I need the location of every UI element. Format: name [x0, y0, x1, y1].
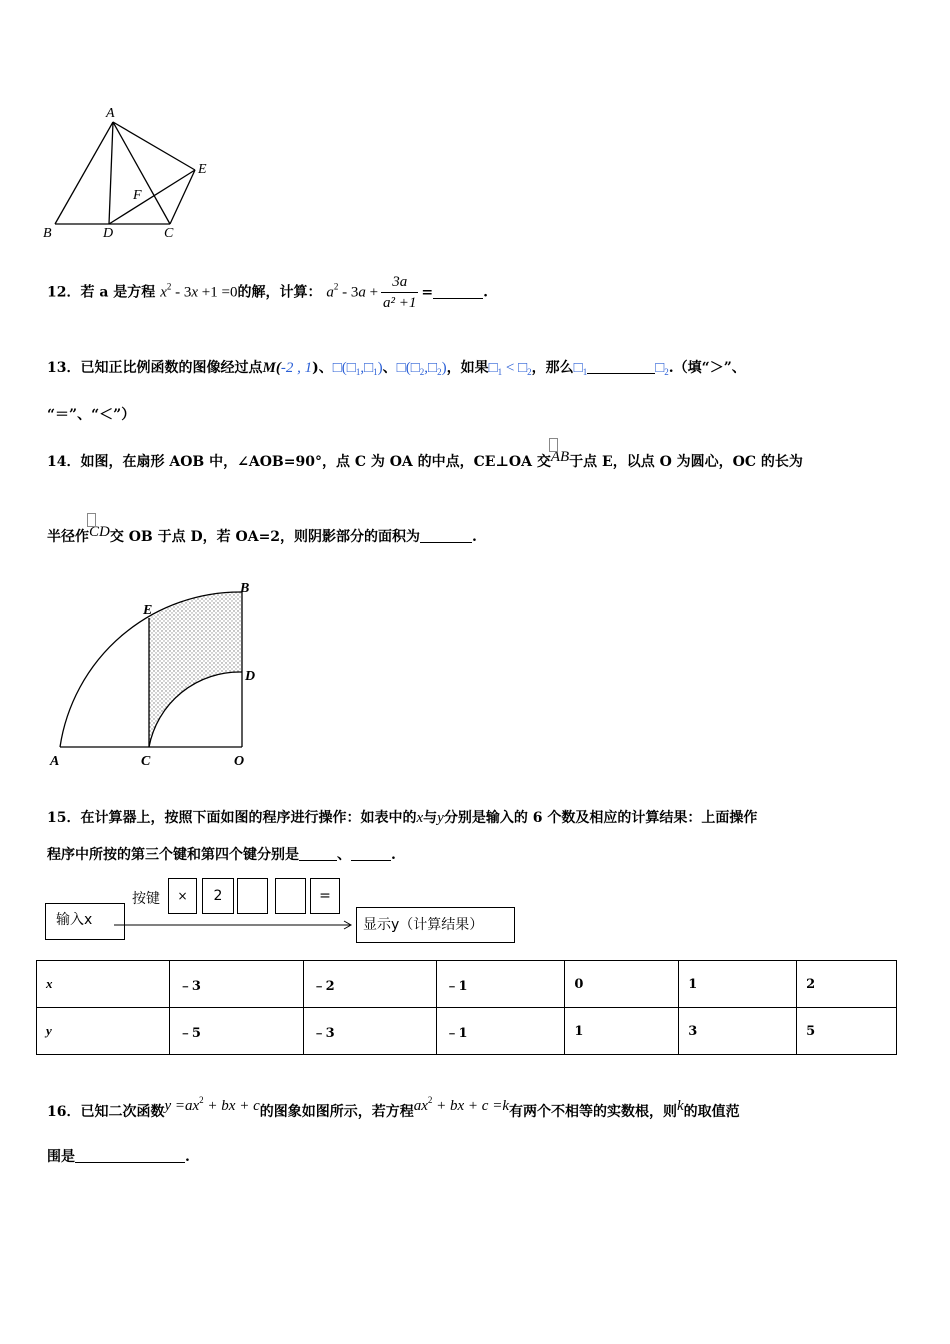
- expr-var: a: [358, 284, 366, 301]
- data-table: [36, 960, 897, 1055]
- label-a: A: [106, 106, 115, 121]
- equation-expr: ax: [413, 1098, 428, 1114]
- answer-blank[interactable]: [587, 359, 655, 374]
- table-cell: 5: [797, 1008, 897, 1055]
- q12-end: .: [483, 284, 489, 301]
- q15-end: .: [391, 847, 396, 863]
- subscript: 2: [664, 367, 669, 377]
- subscript: 1: [497, 367, 503, 377]
- point-b-part: ,□: [424, 360, 438, 376]
- segment-ac: [113, 122, 170, 224]
- output-box: 显示y（计算结果）: [356, 907, 515, 943]
- subscript: 1: [582, 367, 588, 377]
- fraction-denominator: a² +1: [383, 295, 417, 311]
- eq-part: - 3: [171, 284, 192, 301]
- segment-ad: [109, 122, 113, 224]
- key-box-2: 2: [202, 878, 234, 914]
- separator: )、: [312, 360, 333, 376]
- table-cell: ﹣2: [303, 961, 436, 1008]
- table-row: [37, 1008, 897, 1055]
- label-d: D: [245, 669, 256, 684]
- sector-figure: [45, 578, 265, 773]
- condition-part: □: [488, 360, 498, 376]
- label-c: C: [164, 226, 174, 241]
- question-15-line2: [47, 845, 396, 865]
- equation-expr: + bx + c =k: [432, 1098, 509, 1114]
- key-box-1: ×: [168, 878, 197, 914]
- table-cell: 1: [679, 961, 797, 1008]
- table-cell: 2: [797, 961, 897, 1008]
- function-expr: + bx + c: [203, 1098, 260, 1114]
- label-d: D: [103, 226, 114, 241]
- flow-arrow: [114, 918, 356, 932]
- q15-text: 与: [423, 810, 438, 826]
- question-number: 15．: [47, 810, 81, 826]
- point-a-part: ,□: [360, 360, 374, 376]
- key-box-4: [275, 878, 306, 914]
- q15-text: 程序中所按的第三个键和第四个键分别是: [47, 847, 299, 863]
- q12-mid: 的解，计算：: [237, 284, 322, 301]
- point-b: [397, 360, 447, 376]
- q13-mid: ，如果: [446, 360, 489, 376]
- q12-equals: =: [421, 284, 434, 301]
- q14-text: 如图，在扇形 AOB 中，∠AOB=90°，点 C 为 OA 的中点，CE⊥OA 交: [80, 454, 551, 470]
- key-box-3: [237, 878, 268, 914]
- label-a: A: [50, 754, 60, 769]
- shaded-region: [149, 592, 242, 747]
- segment-ae: [113, 122, 195, 170]
- answer-blank-1[interactable]: [299, 846, 337, 861]
- answer-left-part: □: [573, 360, 583, 376]
- q16-text: 的图象如图所示，若方程: [259, 1104, 414, 1120]
- answer-blank-2[interactable]: [351, 846, 391, 861]
- question-13-line2: [47, 405, 135, 425]
- table-cell: y: [37, 1008, 170, 1055]
- var-k: k: [677, 1098, 684, 1114]
- question-14-line2: [47, 524, 477, 547]
- label-e: E: [198, 162, 207, 177]
- question-16-line2: [47, 1147, 190, 1167]
- triangle-figure: [40, 100, 220, 245]
- condition: [489, 360, 532, 376]
- q14-text: 于点 E，以点 O 为圆心，OC 的长为: [569, 454, 803, 470]
- eq-var: x: [160, 284, 167, 301]
- label-f: F: [133, 188, 142, 203]
- var-x: x: [416, 810, 424, 826]
- key-box-5: =: [310, 878, 340, 914]
- arc-cd-label: CD: [89, 524, 110, 540]
- answer-blank[interactable]: [420, 528, 472, 543]
- point-b-part: ): [441, 360, 447, 376]
- function-expr: y =ax: [164, 1098, 200, 1114]
- q13-then: ，那么: [531, 360, 574, 376]
- q14-end: .: [472, 529, 477, 545]
- separator: 、: [337, 847, 351, 863]
- table-cell: 0: [565, 961, 679, 1008]
- table-cell: ﹣1: [436, 961, 565, 1008]
- point-a-part: □(□: [332, 360, 356, 376]
- q14-text: 交 OB 于点 D，若 OA=2，则阴影部分的面积为: [109, 529, 421, 545]
- subscript: 2: [527, 367, 532, 377]
- q12-prefix: 若 a 是方程: [80, 284, 156, 301]
- table-cell: ﹣3: [303, 1008, 436, 1055]
- question-12: 12．若 a 是方程 $x^2 - 3x +1 =0$的解，计算： $a^2 - 3a$ + $\frac{3a}{\text{a² +1}}$ = .: [47, 274, 489, 311]
- label-o: O: [234, 754, 245, 769]
- expr-part: +: [365, 284, 379, 301]
- answer-right-part: □: [655, 360, 665, 376]
- var-y: y: [437, 810, 444, 826]
- subscript: 2: [419, 367, 425, 377]
- question-15: [47, 808, 757, 828]
- q13-prefix: 已知正比例函数的图像经过点: [80, 360, 263, 376]
- eq-var: x: [191, 284, 199, 301]
- q16-text: 围是: [47, 1149, 75, 1165]
- question-number: 13．: [47, 360, 81, 376]
- question-number: 14．: [47, 454, 81, 470]
- condition-part: < □: [502, 360, 528, 376]
- table-cell: 1: [565, 1008, 679, 1055]
- subscript: 2: [437, 367, 442, 377]
- separator: 、: [382, 360, 397, 376]
- arc-mark-icon: [549, 438, 558, 452]
- label-b: B: [43, 226, 52, 241]
- fraction: [381, 272, 418, 313]
- arc-ab: [550, 449, 570, 472]
- answer-blank[interactable]: [433, 284, 483, 299]
- q15-text: 分别是输入的 6 个数及相应的计算结果：上面操作: [443, 810, 758, 826]
- label-c: C: [141, 754, 151, 769]
- point-b-part: □(□: [396, 360, 420, 376]
- input-box: 输入x: [45, 903, 125, 940]
- subscript: 1: [355, 367, 361, 377]
- label-b: B: [240, 581, 250, 596]
- answer-blank[interactable]: [75, 1148, 185, 1163]
- point-m-label: M(: [262, 360, 281, 376]
- arc-ab-label: AB: [550, 449, 570, 465]
- q16-text: 有两个不相等的实数根，则: [509, 1104, 677, 1120]
- question-16: 16．已知二次函数$y =ax^2$ + bx + c的图象如图所示，若方程$ax^2$ + bx + c =k有两个不相等的实数根，则k的取值范: [47, 1095, 740, 1120]
- table-row: [37, 961, 897, 1008]
- table-cell: ﹣3: [169, 961, 303, 1008]
- q14-text: 半径作: [47, 529, 89, 545]
- table-cell: 3: [679, 1008, 797, 1055]
- arc-mark-icon: [87, 513, 96, 527]
- question-13: [47, 358, 746, 382]
- answer-right: [655, 360, 669, 376]
- subscript: 1: [373, 367, 378, 377]
- point-a-part: ): [377, 360, 383, 376]
- eq-part: +1 =0: [198, 284, 238, 301]
- point-m-coords: -2 , 1: [280, 360, 313, 376]
- point-a: [333, 360, 383, 376]
- question-number: 12．: [47, 284, 81, 301]
- expr-part: - 3: [338, 284, 359, 301]
- answer-left: [574, 360, 588, 376]
- label-e: E: [143, 603, 153, 618]
- question-number: 16．: [47, 1104, 81, 1120]
- table-cell: ﹣1: [436, 1008, 565, 1055]
- q16-text: 已知二次函数: [80, 1104, 165, 1120]
- table-cell: x: [37, 961, 170, 1008]
- expr-var: a: [326, 284, 334, 301]
- segment-ab: [55, 122, 113, 224]
- keys-label: 按键: [132, 891, 160, 907]
- fraction-numerator: 3a: [381, 272, 418, 293]
- question-14: [47, 449, 803, 472]
- q13-options: “＝”、“＜”）: [47, 407, 136, 423]
- q13-fill-hint: .（填“＞”、: [668, 360, 746, 376]
- q15-text: 在计算器上，按照下面如图的程序进行操作：如表中的: [80, 810, 417, 826]
- q16-end: .: [185, 1149, 190, 1165]
- q16-text: 的取值范: [683, 1104, 740, 1120]
- table-cell: ﹣5: [169, 1008, 303, 1055]
- arc-cd: [89, 524, 110, 547]
